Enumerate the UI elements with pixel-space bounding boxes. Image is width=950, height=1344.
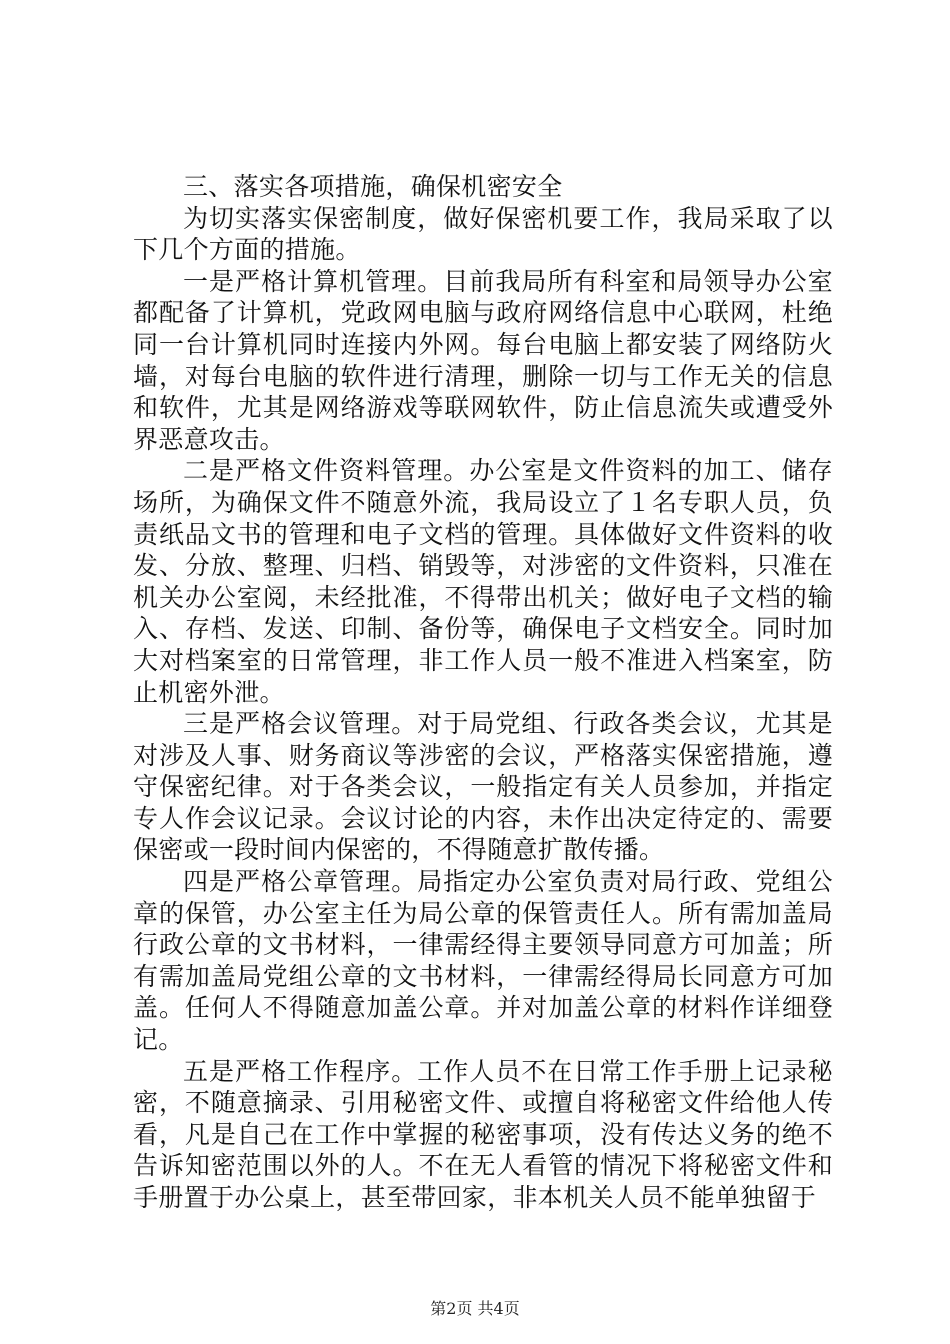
paragraph-seal-management: 四是严格公章管理。局指定办公室负责对局行政、党组公章的保管，办公室主任为局公章的保管责任人。所有需加盖局行政公章的文书材料，一律需经得主要领导同意方可加盖；所有需加盖局党组公章的文书材料，一律需经得局长同意方可加盖。任何人不得随意加盖公章。并对加盖公章的材料作详细登记。 xyxy=(133,867,833,1055)
document-body xyxy=(133,171,833,1214)
section-heading: 三、落实各项措施，确保机密安全 xyxy=(183,172,563,201)
page-number: 第2页 共4页 xyxy=(430,1299,520,1318)
paragraph-work-procedure: 五是严格工作程序。工作人员不在日常工作手册上记录秘密，不随意摘录、引用秘密文件、或擅自将秘密文件给他人传看，凡是自己在工作中掌握的秘密事项，没有传达义务的绝不告诉知密范围以外的人。不在无人看管的情况下将秘密文件和手册置于办公桌上，甚至带回家，非本机关人员不能单独留于 xyxy=(133,1056,833,1212)
paragraph-intro: 为切实落实保密制度，做好保密机要工作，我局采取了以下几个方面的措施。 xyxy=(133,203,833,265)
paragraph-computer-management: 一是严格计算机管理。目前我局所有科室和局领导办公室都配备了计算机，党政网电脑与政府网络信息中心联网，杜绝同一台计算机同时连接内外网。每台电脑上都安装了网络防火墙，对每台电脑的软件进行清理，删除一切与工作无关的信息和软件，尤其是网络游戏等联网软件，防止信息流失或遭受外界恶意攻击。 xyxy=(133,266,833,454)
paragraph-meeting-management: 三是严格会议管理。对于局党组、行政各类会议，尤其是对涉及人事、财务商议等涉密的会议，严格落实保密措施，遵守保密纪律。对于各类会议，一般指定有关人员参加，并指定专人作会议记录。会议讨论的内容，未作出决定待定的、需要保密或一段时间内保密的，不得随意扩散传播。 xyxy=(133,709,833,865)
paragraph-document-management: 二是严格文件资料管理。办公室是文件资料的加工、储存场所，为确保文件不随意外流，我局设立了１名专职人员，负责纸品文书的管理和电子文档的管理。具体做好文件资料的收发、分放、整理、归档、销毁等，对涉密的文件资料，只准在机关办公室阅，未经批准，不得带出机关；做好电子文档的输入、存档、发送、印制、备份等，确保电子文档安全。同时加大对档案室的日常管理，非工作人员一般不准进入档案室，防止机密外泄。 xyxy=(133,456,833,707)
page-footer xyxy=(0,1296,950,1319)
